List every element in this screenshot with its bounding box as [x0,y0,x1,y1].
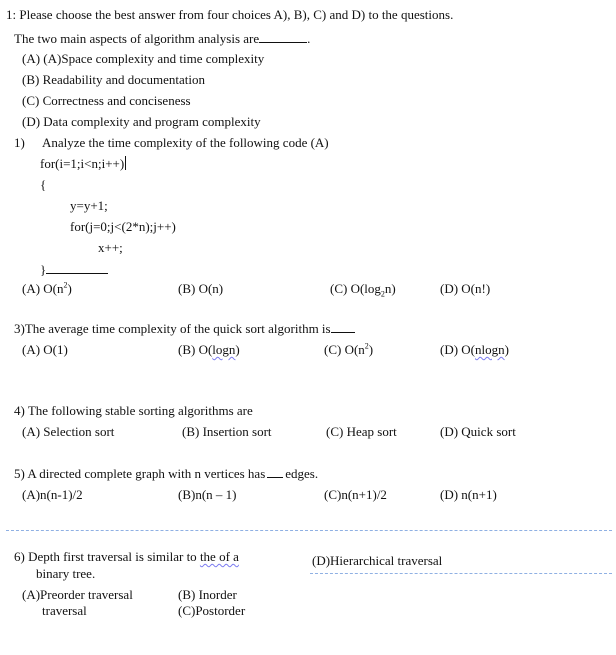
q1-option-a-text: (A) O(n [22,281,64,296]
q3-option-b-close: ) [235,342,240,357]
q3-option-c-sup: 2 [364,341,369,351]
q1-option-c-text: (C) O(log [330,281,381,296]
q1-option-c [330,281,396,297]
q6-stem-wavy: the of a [199,549,239,564]
q3-option-d-close: ) [504,342,509,357]
q3-option-b [178,342,240,358]
code-line-1-text: for(i=1;i<n;i++) [40,156,125,171]
q3-option-d [440,342,509,358]
q3-option-a: (A) O(1) [22,342,68,357]
q6-option-a: (A)Preorder traversal [22,587,133,602]
q4-option-a: (A) Selection sort [22,424,115,439]
q6-stem-text: 6) Depth first traversal is similar to [14,549,200,564]
q0-option-d: (D) Data complexity and program complexity [22,114,261,129]
q4-option-b: (B) Insertion sort [182,424,272,439]
q6-option-a-cont: traversal [42,603,87,618]
q3-stem-text: 3)The average time complexity of the quick sort algorithm is [14,321,331,336]
q6-stem-line2: binary tree. [36,566,96,581]
q1-option-a [22,281,72,297]
code-line-4: for(j=0;j<(2*n);j++) [70,219,176,234]
q0-stem-text: The two main aspects of algorithm analysis are [14,31,260,46]
code-line-6-text: } [40,262,47,277]
q0-option-b: (B) Readability and documentation [22,72,206,87]
instruction-text: 1: Please choose the best answer from four choices A), B), C) and D) to the questions. [6,7,454,22]
q3-option-c-text: (C) O(n [324,342,365,357]
q1-stem: Analyze the time complexity of the following code (A) [42,135,329,150]
code-line-3: y=y+1; [70,198,108,213]
q1-answer-blank[interactable] [46,261,108,274]
q0-option-c: (C) Correctness and conciseness [22,93,191,108]
q5-option-b: (B)n(n – 1) [178,487,237,502]
q3-option-c-close: ) [368,342,374,357]
q0-answer-blank[interactable] [259,30,307,43]
q6-option-b: (B) Inorder [178,587,237,602]
q3-option-d-wavy: nlogn [475,342,505,357]
q5-stem-text: 5) A directed complete graph with n vertices has [14,466,266,481]
q5-stem-end: edges. [285,466,319,481]
q4-option-c: (C) Heap sort [326,424,397,439]
q4-stem: 4) The following stable sorting algorithms are [14,403,253,418]
q5-option-d: (D) n(n+1) [440,487,497,502]
q1-number: 1) [14,135,25,150]
dashed-separator-right [310,573,612,574]
q3-option-b-wavy: logn [212,342,236,357]
q6-option-d: (D)Hierarchical traversal [312,553,443,568]
q6-option-c: (C)Postorder [178,603,246,618]
q1-option-c-close: n) [384,281,396,296]
q3-option-b-text: (B) O( [178,342,213,357]
text-caret [125,156,126,170]
q0-stem [14,30,310,47]
q3-option-c [324,342,373,358]
q6-stem [14,549,239,565]
dashed-separator-top [6,530,612,531]
q5-option-a: (A)n(n-1)/2 [22,487,83,502]
q1-option-a-sup: 2 [63,280,68,290]
q1-option-d: (D) O(n!) [440,281,491,296]
q1-option-c-sub: 2 [380,289,385,299]
q0-option-a: (A) (A)Space complexity and time complexity [22,51,265,66]
code-line-1 [40,156,126,172]
q1-option-b: (B) O(n) [178,281,224,296]
q3-answer-blank[interactable] [331,320,355,333]
code-line-6 [40,261,108,278]
q5-option-c: (C)n(n+1)/2 [324,487,387,502]
q5-stem [14,465,318,482]
code-line-5: x++; [98,240,123,255]
q1-option-a-close: ) [67,281,72,296]
q4-option-d: (D) Quick sort [440,424,516,439]
code-line-2: { [40,177,47,192]
q5-answer-blank[interactable] [267,465,283,478]
q3-stem [14,320,355,337]
q3-option-d-text: (D) O( [440,342,476,357]
q0-stem-end: . [307,31,311,46]
